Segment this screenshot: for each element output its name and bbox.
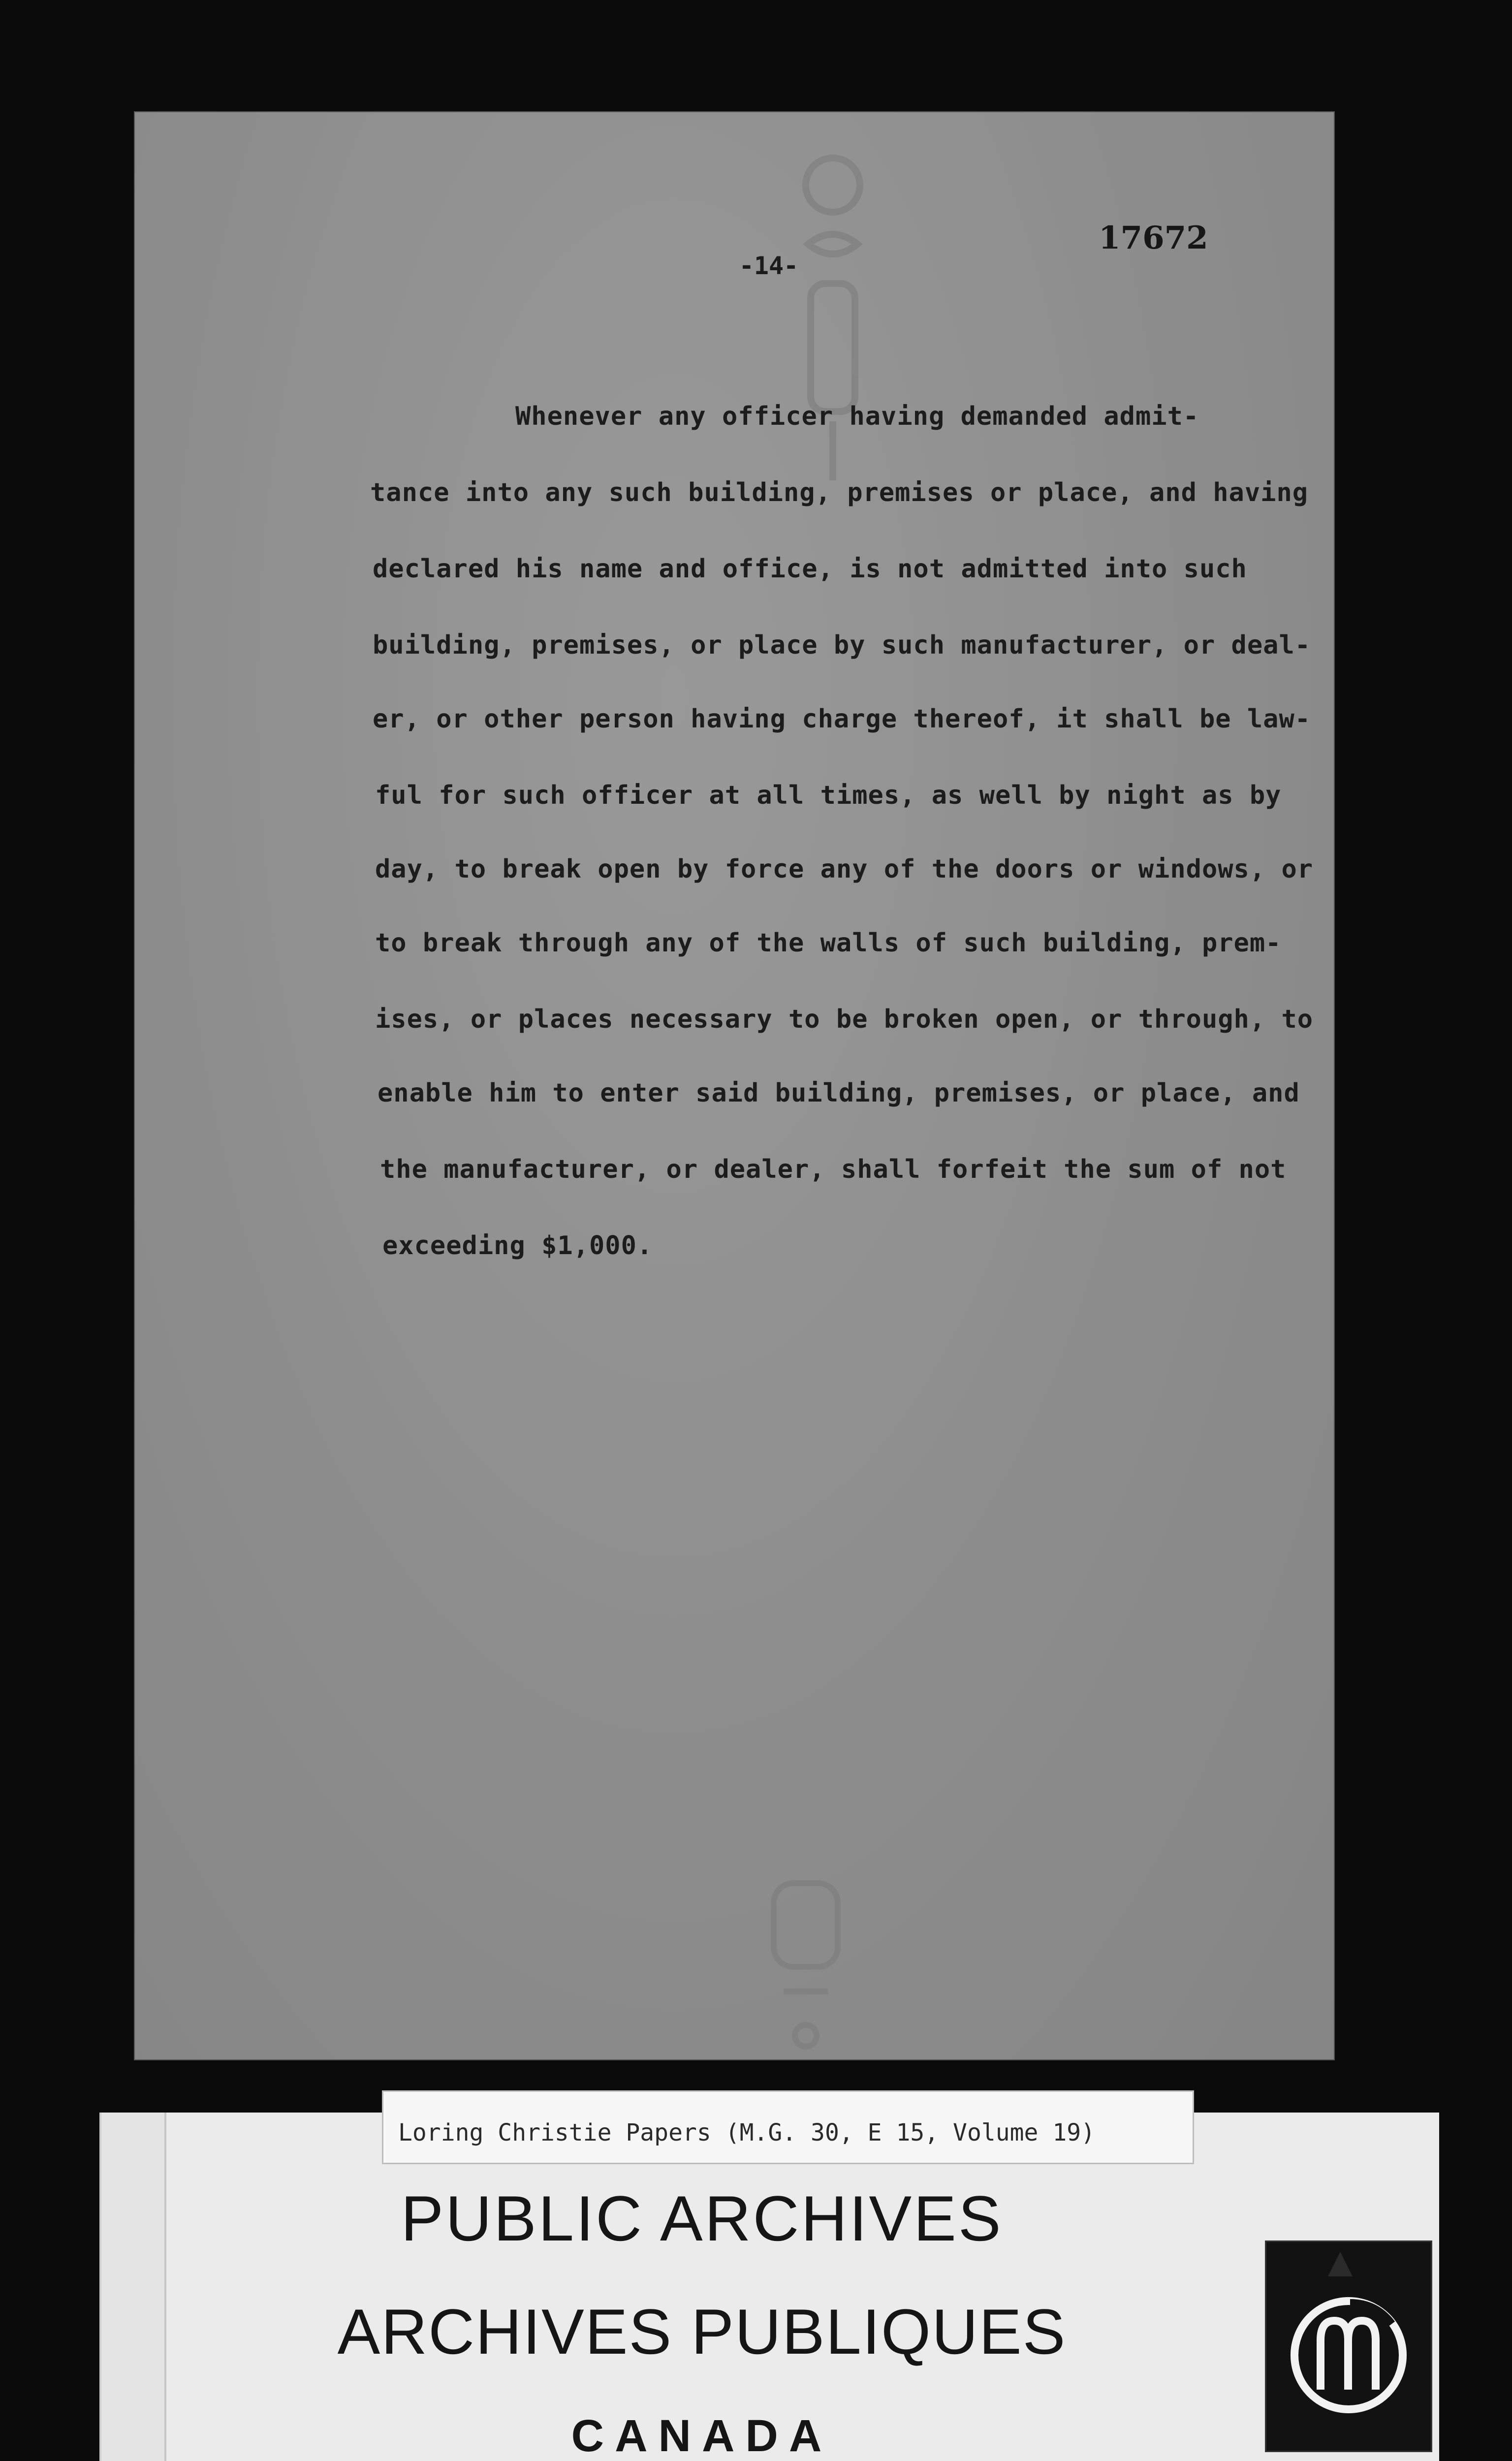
archive-title-en: PUBLIC ARCHIVES [401,2182,1003,2254]
archive-footer [99,2113,1439,2461]
stamp-watermark-bottom [749,1873,862,2060]
stamp-watermark [754,126,912,500]
reference-text: Loring Christie Papers (M.G. 30, E 15, Volume 19) [398,2119,1096,2146]
text-line: exceeding $1,000. [382,1231,653,1261]
text-line: ful for such officer at all times, as well by night as by [375,781,1282,810]
reference-label [382,2090,1194,2164]
text-line: enable him to enter said building, premises, or place, and [378,1078,1300,1108]
text-line: tance into any such building, premises or place, and having [370,478,1309,507]
document-page [134,111,1335,2060]
text-line: the manufacturer, or dealer, shall forfeit the sum of not [380,1155,1287,1184]
text-line: building, premises, or place by such manufacturer, or deal- [373,631,1311,660]
page-number: -14- [739,252,799,280]
text-line: to break through any of the walls of such building, prem- [375,928,1282,958]
archive-country: CANADA [571,2411,833,2461]
text-line: declared his name and office, is not admitted into such [373,554,1247,584]
footer-sidebar [101,2113,166,2461]
text-line: er, or other person having charge thereof, it shall be law- [373,704,1311,734]
text-line: day, to break open by force any of the doors or windows, or [375,854,1314,884]
archives-canada-logo-icon [1265,2240,1432,2452]
text-line: ises, or places necessary to be broken open, or through, to [375,1005,1314,1034]
text-line: Whenever any officer having demanded admit- [515,402,1199,431]
document-id: 17672 [1099,220,1208,256]
archive-title-fr: ARCHIVES PUBLIQUES [337,2296,1067,2367]
